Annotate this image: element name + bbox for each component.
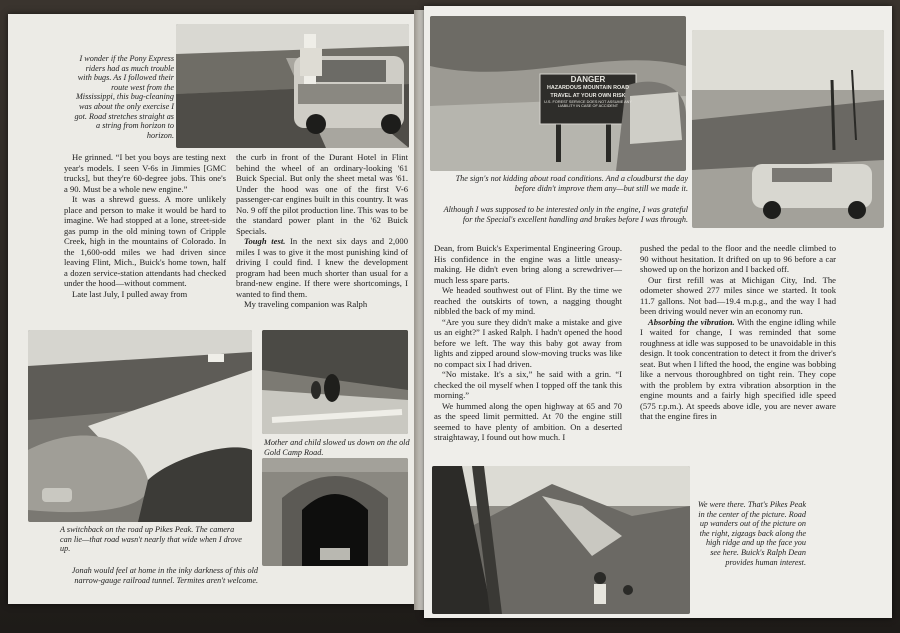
paragraph: Dean, from Buick's Experimental Engineering Group. His confidence in the engine was a little uneasy-making. He didn't even bring along a screwdriver—much less spare parts.	[434, 243, 622, 285]
photo-tunnel	[262, 458, 408, 566]
photo-pikes-peak	[432, 466, 690, 614]
right-column-2	[640, 243, 836, 422]
paragraph: It was a shrewd guess. A more unlikely place and person to make it would be hard to imagine. We had stopped at a lone, street-side gas pump in the old mining town of Cripple Creek, high in the mountains of Colorado. In the 1,600-odd miles we had driven since leaving Flint, Mich., Buick's home town, half a dozen service-station attendants had checked under the hood—without comment.	[64, 194, 226, 288]
sign-title: DANGER	[570, 75, 606, 84]
photo-danger-sign	[430, 16, 686, 171]
paragraph	[236, 236, 408, 299]
caption-switchback: A switchback on the road up Pikes Peak. The camera can lie—that road wasn't nearly that wide when I drove up.	[60, 525, 242, 554]
left-column-1	[64, 152, 226, 299]
caption-pikes-peak: We were there. That's Pikes Peak in the center of the picture. Road up wanders out of the picture on the right, zigzags back along the high ridge and up the face you see here. Buick's Ralph Dean provides human interest.	[697, 500, 806, 567]
right-column-1	[434, 243, 622, 443]
paragraph: pushed the pedal to the floor and the needle climbed to 90 without hesitation. It drifted on up to 96 before a car showed up on the horizon and I backed off.	[640, 243, 836, 274]
left-page	[8, 14, 416, 604]
paragraph	[640, 317, 836, 422]
left-column-2	[236, 152, 408, 310]
caption-mother-child: Mother and child slowed us down on the old Gold Camp Road.	[264, 438, 410, 457]
danger-sign	[542, 76, 634, 122]
paragraph: the curb in front of the Durant Hotel in Flint behind the wheel of an ordinary-looking '61 Buick Special. But only the sheet metal was '61. Under the hood was one of the first V-6 passenger-car engines built in this country. It was No. 9 off the pilot production line. This was to be the standard power plant in the '62 Buick Specials.	[236, 152, 408, 236]
caption-bugs: I wonder if the Pony Express riders had as much trouble with bugs. As I followed their route west from the Mississippi, this bug-cleaning was about the only exercise I got. Road stretches straight as a string from horizon to horizon.	[74, 54, 174, 140]
paragraph: Our first refill was at Michigan City, Ind. The odometer showed 277 miles since we started. It took 11.7 gallons. Not bad—19.4 m.p.g., and the way I had been driving would never win an economy run.	[640, 274, 836, 316]
photo-bug-cleaning	[176, 24, 409, 148]
sign-line: TRAVEL AT YOUR OWN RISK	[550, 93, 626, 99]
paragraph: He grinned. “I bet you boys are testing next year's models. I seen V-6s in Jimmies [GMC trucks], but they're 60-degree jobs. This one's a 90. Must be a whole new engine.”	[64, 152, 226, 194]
caption-sign: The sign's not kidding about road conditions. And a cloudburst the day before didn't improve them any—but still we made it.	[455, 174, 688, 193]
paragraph: My traveling companion was Ralph	[244, 299, 368, 309]
subhead-tough-test: Tough test.	[244, 236, 286, 246]
photo-car-mountain	[692, 30, 884, 228]
paragraph-continuation: In the next six days and 2,000 miles I was to give it the most punishing kind of driving I could find. I knew the development program had been much shorter than usual for a brand-new engine. If there were shortcomings, I wanted to find them.	[236, 236, 408, 299]
paragraph: “Are you sure they didn't make a mistake and give us an eight?” I asked Ralph. I hadn't opened the hood before we left. The way this baby got away from lights and zipped around slow-moving trucks was like no compact six I had driven.	[434, 316, 622, 369]
paragraph: We hummed along the open highway at 65 and 70 as the speed limit permitted. At 70 the engine still seemed to have plenty of ambition. On a deserted straightaway, I found out how much. I	[434, 400, 622, 442]
photo-mother-and-child	[262, 330, 408, 434]
sign-line: HAZARDOUS MOUNTAIN ROAD	[547, 85, 629, 91]
right-page	[424, 6, 892, 618]
paragraph: Late last July, I pulled away from	[72, 288, 188, 299]
subhead-absorbing-vibration: Absorbing the vibration.	[648, 316, 735, 327]
paragraph: “No mistake. It's a six,” he said with a grin. “I checked the oil myself when I topped off the tank this morning.”	[434, 369, 622, 400]
paragraph: We headed southwest out of Flint. By the time we reached the outskirts of town, a nagging thought nibbled the back of my mind.	[434, 285, 622, 316]
caption-handling: Although I was supposed to be interested only in the engine, I was grateful for the Special's excellent handling and brakes before I was through.	[443, 205, 688, 224]
photo-switchback	[28, 330, 252, 522]
sign-fineprint: U.S. FOREST SERVICE DOES NOT ASSUME ANY LIABILITY IN CASE OF ACCIDENT	[544, 100, 632, 109]
caption-tunnel: Jonah would feel at home in the inky darkness of this old narrow-gauge railroad tunnel. Termites aren't welcome.	[71, 566, 258, 585]
paragraph-continuation: With the engine idling while I waited for change, I was reminded that some roughness at idle was supposed to be unavoidable in this design. It took concentration to detect it from the driver's seat. But when I lifted the hood, the engine was bobbing like a nervous thoroughbred on tight rein. They cope with the problem by extra vibration absorption in the engine mounts and a fairly high specified idle speed (575 r.p.m.). At speeds above idle, you are never aware that the engine fires in	[640, 316, 836, 421]
